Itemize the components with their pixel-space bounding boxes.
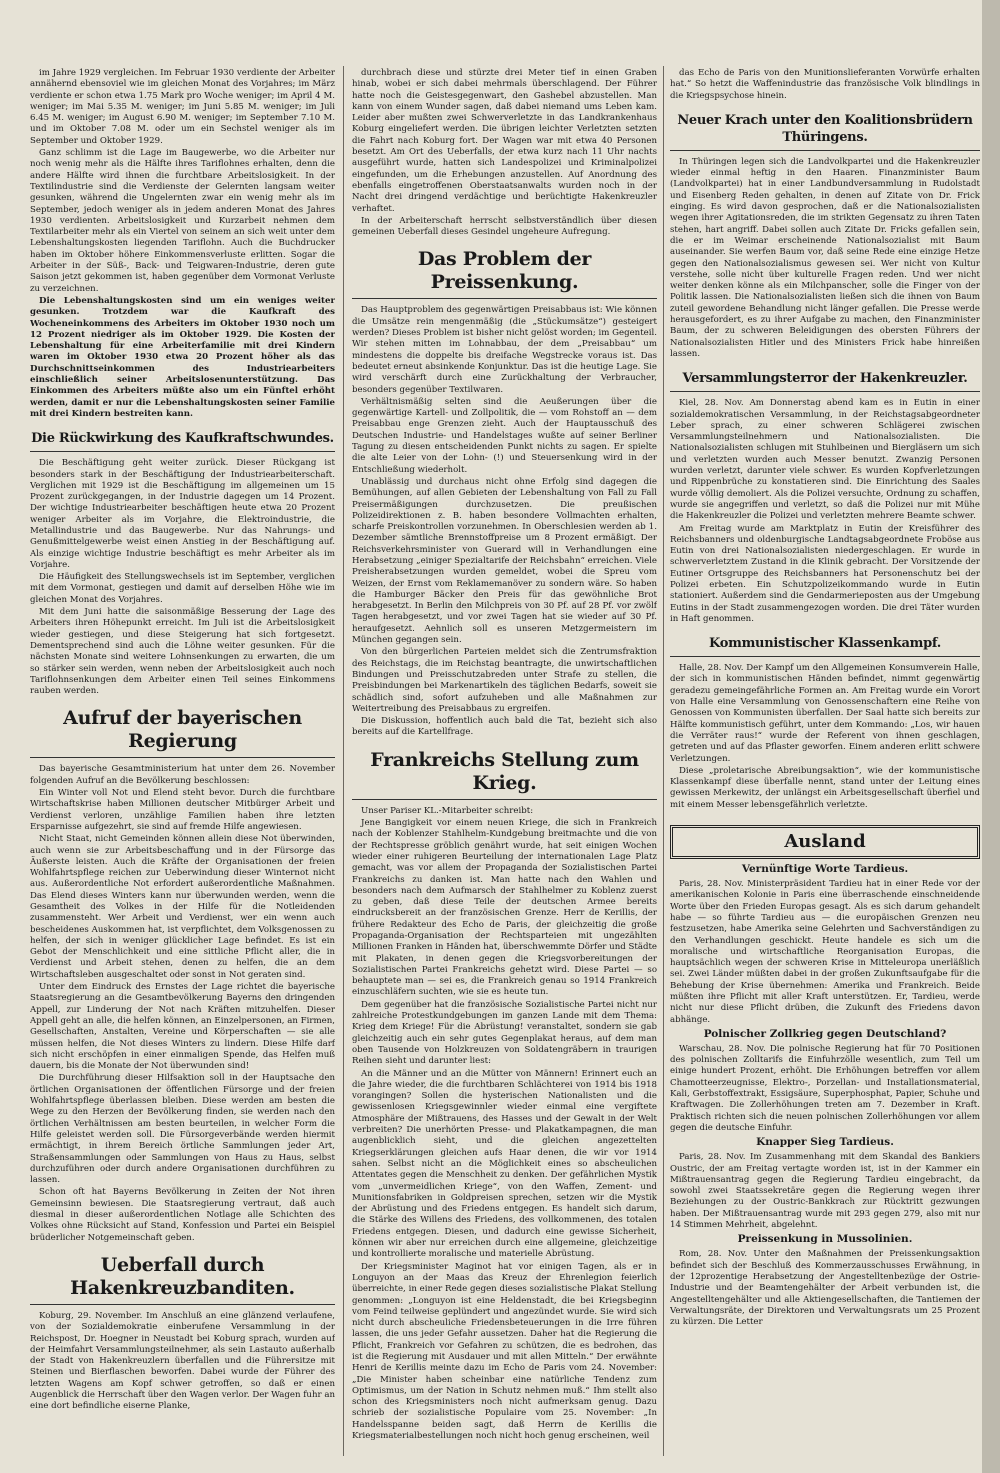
- paragraph: Koburg, 29. November. Im Anschluß an eine glänzend verlaufene, von der Sozialdemokratie einberufene Versammlung in der Reichspost, Dr. Hoegner in Neustadt bei Koburg sprach, wurden auf der Heimfahrt Versammlungsteilnehmer, als sein Lastauto außerhalb der Stadt von Hakenkreuzlern überfallen und die Führersitze mit Steinen und Bierflaschen beworfen. Dabei wurde der Führer des letzten Wagens am Kopf schwer getroffen, so daß er einen Augenblick die Herrschaft über den Wagen verlor. Der Wagen fuhr an eine dort befindliche eiserne Planke,: [30, 1310, 335, 1412]
- headline-neuer-krach: Neuer Krach unter den Koalitionsbrüdern Thüringens.: [670, 112, 980, 151]
- paragraph: Die Beschäftigung geht weiter zurück. Dieser Rückgang ist besonders stark in der Beschäftigung der Industriearbeiterschaft. Verglichen mit 1929 ist die Beschäftigung im allgemeinen um 15 Prozent zurückgegangen, in der Industrie dagegen um 14 Prozent. Der wichtige Industriearbeiter beschäftigen heute etwa 20 Prozent weniger Arbeiter als im Vorjahre, die Elektroindustrie, die Metallindustrie und das Baugewerbe. Nur das Nahrungs- und Genußmittelgewerbe weist einen Anstieg in der Beschäftigung auf. Als einzige wichtige Industrie beschäftigt es mehr Arbeiter als im Vorjahre.: [30, 458, 335, 570]
- column-rule: [663, 66, 664, 1456]
- headline-kaufkraftschwund: Die Rückwirkung des Kaufkraftschwundes.: [30, 430, 335, 452]
- paragraph: das Echo de Paris von den Munitionslieferanten Vorwürfe erhalten hat.“ So hetzt die Waffenindustrie das französische Volk blindlings in die Kriegspsychose hinein.: [670, 68, 980, 101]
- paragraph: An die Männer und an die Mütter von Männern! Erinnert euch an die Jahre wieder, die die furchtbaren Schlächterei von 1914 bis 1918 vorangingen? Sollen die hysterischen Nationalisten und die gewissenlosen Kriegsgewinnler wieder einmal eine vergiftete Atmosphäre der Mißtrauens, des Hasses und der Gewalt in der Welt verbreiten? Die unerhörten Presse- und Plakatkampagnen, die man augenblicklich sieht, und die gleichen angezettelten Kriegserklärungen gleichen aufs Haar denen, die wir vor 1914 sahen. Selbst nicht an die Möglichkeit eines so abscheulichen Attentates gegen die Menschheit zu denken. Der gefährlichen Mystik vom „unvermeidlichen Kriege“, von den Waffen, Zement- und Munitionsfabriken in Goldpreisen sprechen, setzen wir die Mystik der Abrüstung und des Friedens entgegen. Es handelt sich darum, die Stärke des Willens des Friedens, des vollkommenen, des totalen Friedens entgegen. Diesen, und dadurch eine gewisse Sicherheit, können wir aber nur erreichen durch eine allgemeine, gleichzeitige und kontrollierte moralische und materielle Abrüstung.: [352, 1068, 657, 1260]
- paragraph: Rom, 28. Nov. Unter den Maßnahmen der Preissenkungsaktion befindet sich der Beschluß des Kommerzausschusses Erwähnung, in der 12prozentige Herabsetzung der Angestelltenbezüge der Ostrie-Industrie und der Beamtengehälter der Arbeit verbunden ist, die Angestelltengehälter und alle Aktiengesellschaften, die Tantiemen der Verwaltungsräte, der Direktoren und Verwaltungsrats um 25 Prozent zu kürzen. Die Letter: [670, 1249, 980, 1328]
- paragraph: Dem gegenüber hat die französische Sozialistische Partei nicht nur zahlreiche Protestkundgebungen im ganzen Lande mit dem Thema: Krieg dem Kriege! Für die Abrüstung! veranstaltet, sondern sie gab gleichzeitig auch ein sehr gutes Gegenplakat heraus, auf dem man oben Tausende von Holzkreuzen von Soldatengräbern in traurigen Reihen sieht und darunter liest:: [352, 999, 657, 1067]
- paragraph: Unter dem Eindruck des Ernstes der Lage richtet die bayerische Staatsregierung an die Gesamtbevölkerung Bayerns den dringenden Appell, zur Linderung der Not nach Kräften mitzuhelfen. Dieser Appell geht an alle, die helfen können, an Einzelpersonen, an Firmen, Gesellschaften, Anstalten, Vereine und Körperschaften — sie alle müssen helfen, die Not dieses Winters zu lindern. Diese Hilfe darf sich nicht erschöpfen in einer einmaligen Spende, das Helfen muß dauern, bis die Monate der Not überwunden sind!: [30, 982, 335, 1072]
- paragraph: Unablässig und durchaus nicht ohne Erfolg sind dagegen die Bemühungen, auf allen Gebieten der Lebenshaltung von Fall zu Fall Preisermäßigungen durchzusetzen. Die preußischen Polizeidirektionen z. B. haben besondere Vollmachten erhalten, scharfe Preiskontrollen vorzunehmen. In Oberschlesien werden ab 1. Dezember sämtliche Brennstoffpreise um 8 Prozent ermäßigt. Der Reichsverkehrsminister von Guerard will in Verhandlungen eine Herabsetzung „einiger Spezialtarife der Reichsbahn“ erreichen. Viele Preisherabsetzungen wurden gemeldet, wobei die Spreu vom Weizen, der Ernst vom Reklamemanöver zu sondern wäre. So haben die Hamburger Bäcker den Preis für das gewöhnliche Brot herabgesetzt. In Berlin den Milchpreis von 30 Pf. auf 28 Pf. vor zwölf Tagen herabgesetzt, und vor zwei Tagen hat sie wieder auf 30 Pf. heraufgesetzt. Aehnlich soll es unseren Metzgermeistern im München gegangen sein.: [352, 476, 657, 646]
- paragraph: Schon oft hat Bayerns Bevölkerung in Zeiten der Not ihren Gemeinsinn bewiesen. Die Staatsregierung vertraut, daß auch diesmal in dieser außerordentlichen Notlage alle Schichten des Volkes ohne Rücksicht auf Stand, Konfession und Partei ein Beispiel brüderlicher Notgemeinschaft geben.: [30, 1187, 335, 1243]
- paragraph: Der Kriegsminister Maginot hat vor einigen Tagen, als er in Longuyon an der Maas das Kreuz der Ehrenlegion feierlich überreichte, in einer Rede gegen dieses sozialistische Plakat Stellung genommen: „Longuyon ist eine Heldenstadt, die bei Kriegsbeginn vom Feind teilweise geplündert und angezündet wurde. Sie wird sich nicht durch abscheuliche Friedensbeteuerungen in die Irre führen lassen, die uns jeder Gefahr aussetzen. Daher hat die Regierung die Pflicht, Frankreich vor Gefahren zu schützen, die es bedrohen, das ist die Regierung mit Ausdauer und mit allen Mitteln.“ Der erwähnte Henri de Kerillis meinte dazu im Echo de Paris vom 24. November: „Die Minister haben scheinbar eine natürliche Tendenz zum Optimismus, um der Nation in Schutz nehmen muß.“ Ihm stellt also schon des Kriegsministers noch nicht aufmerksam genug. Dazu schrieb der sozialistische Populaire vom 25. November: „In Handelsspanne beiden sagt, daß Herrn de Kerillis die Kriegsmaterialbestellungen noch nicht hoch genug erscheinen, weil: [352, 1261, 657, 1442]
- paragraph: In Thüringen legen sich die Landvolkpartei und die Hakenkreuzler wieder einmal heftig in den Haaren. Finanzminister Baum (Landvolkpartei) hat in einer Landbundversammlung in Rudolstadt und Eisenberg Reden gehalten, in denen auf Zitate von Dr. Frick einging. Es wird davon gesprochen, daß er die Nationalsozialisten wegen ihrer Agitationsreden, die im strikten Gegensatz zu ihren Taten stehen, hart angriff. Dabei sollen auch Zitate Dr. Fricks gefallen sein, die er im Weimar erscheinende Nationalsozialist mit Baum auseinander. Sie werfen Baum vor, daß seine Rede eine einzige Hetze gegen den Nationalsozialismus gewesen sei. Wer nicht von Kultur verstehe, solle nicht über kulturelle Fragen reden. Und wer nicht weiter denken könne als ein Milchpanscher, solle die Finger von der Politik lassen. Die Nationalsozialisten ließen sich die ihnen von Baum zuteil gewordene Behandlung nicht länger gefallen. Die Presse werde herausgefordert, es zu ihrer Aufgabe zu machen, den Finanzminister Baum, der zu schweren Beleidigungen des obersten Führers der Nationalsozialisten Hitler und des Ministers Frick habe hinreißen lassen.: [670, 156, 980, 359]
- column-rule: [343, 66, 344, 1456]
- paragraph: Paris, 28. Nov. Im Zusammenhang mit dem Skandal des Bankiers Oustric, der am Freitag vertagte worden ist, ist in der Kammer ein Mißtrauensantrag gegen die Regierung Tardieu eingebracht, da sowohl zwei Staatssekretäre gegen die Regierung wegen ihrer Beziehungen zu der Oustric-Bankkrach zur Rücktritt gezwungen haben. Der Mißtrauensantrag wurde mit 293 gegen 279, also mit nur 14 Stimmen Mehrheit, abgelehnt.: [670, 1152, 980, 1231]
- headline-frankreich: Frankreichs Stellung zum Krieg.: [352, 749, 657, 800]
- paragraph: Ganz schlimm ist die Lage im Baugewerbe, wo die Arbeiter nur noch wenig mehr als die Hälfte ihres Tariflohnes erhalten, denn die andere Hälfte wird ihnen die furchtbare Arbeitslosigkeit. In der Textilindustrie sind die Verdienste der Gelernten langsam weiter gesunken, während die Ungelernten zwar ein wenig mehr als im September, jedoch weniger als in jedem anderen Monat des Jahres 1930 verdienten. Arbeitslosigkeit und Kurzarbeit nehmen dem Textilarbeiter mehr als ein Viertel von seinem an sich weit unter dem Lebenshaltungskosten liegenden Tariflohn. Auch die Buchdrucker haben im Oktober höhere Einkommensverluste erlitten. Sogar die Arbeiter in der Süß-, Back- und Teigwaren-Industrie, deren gute Saison jetzt gekommen ist, haben gegenüber dem Vormonat Verluste zu verzeichnen.: [30, 148, 335, 294]
- subheadline-knapper-sieg: Knapper Sieg Tardieus.: [756, 1136, 894, 1149]
- paragraph: Das bayerische Gesamtministerium hat unter dem 26. November folgenden Aufruf an die Bevölkerung beschlossen:: [30, 764, 335, 786]
- page-edge-shadow: [982, 0, 1000, 1473]
- paragraph: Paris, 28. Nov. Ministerpräsident Tardieu hat in einer Rede vor der amerikanischen Kolonie in Paris eine überraschende einschneidende Worte über den Frieden Europas gesagt. Als es sich darum gehandelt habe — so führte Tardieu aus — die europäischen Grenzen neu festzusetzen, habe Amerika seine Gelehrten und Sachverständigen zu den Verhandlungen geschickt. Heute handele es sich um die moralische und wirtschaftliche Reorganisation Europas, die hauptsächlich wegen der schweren Krise in Mitteleuropa unerläßlich sei. Zwei Länder müßten dabei in der großen Zukunftsaufgabe für die Behebung der Krise übernehmen: Amerika und Frankreich. Beide müßten ihre Pflicht mit aller Kraft unterstützen. Er, Tardieu, werde nicht nur diese Pflicht drüben, die Zukunft des Friedens davon abhänge.: [670, 879, 980, 1025]
- subheadline-zollkrieg: Polnischer Zollkrieg gegen Deutschland?: [703, 1027, 947, 1040]
- subheadline-tardieu: Vernünftige Worte Tardieus.: [741, 863, 909, 876]
- section-banner-ausland: Ausland: [670, 825, 980, 859]
- paragraph: Verhältnismäßig selten sind die Aeußerungen über die gegenwärtige Kartell- und Zollpolitik, die — vom Rohstoff an — dem Preisabbau enge Grenzen zieht. Auch der Hauptausschuß des Deutschen Industrie- und Handelstages wußte auf seiner Berliner Tagung zu diesen entscheidenden Punkt nichts zu sagen. Er spielte die alte Leier von der Lohn- (!) und Steuersenkung wird in der Entschließung wiederholt.: [352, 396, 657, 475]
- paragraph: Jene Bangigkeit vor einem neuen Kriege, die sich in Frankreich nach der Koblenzer Stahlhelm-Kundgebung breitmachte und die von der Rechtspresse gröblich genährt wurde, hat seit einigen Wochen wieder einer ruhigeren Beurteilung der internationalen Lage Platz gemacht, was vor allem der Propaganda der Sozialistischen Partei Frankreichs zu danken ist. Man hatte nach den Wahlen und besonders nach dem Aufmarsch der Stahlhelmer zu Koblenz zuerst zu geben, daß diese Teile der deutschen Armee bereits eindrucksbereit an der französischen Grenze. Herr de Kerillis, der frühere Redakteur des Echo de Paris, der gleichzeitig die große Propaganda-Organisation der Rechtsparteien mit ungezählten Millionen Franken in Händen hat, überschwemmte Dörfer und Städte mit Plakaten, in denen gegen die Kriegsvorbereitungen der Sozialistischen Partei Frankreichs gehetzt wird. Diese Partei — so behauptete man — sei es, die Frankreich genau so 1914 Frankreich einzuschläfern suchten, wie sie es heute tun.: [352, 818, 657, 998]
- headline-klassenkampf: Kommunistischer Klassenkampf.: [670, 635, 980, 657]
- paragraph: Die Durchführung dieser Hilfsaktion soll in der Hauptsache den örtlichen Organisationen der öffentlichen Fürsorge und der freien Wohlfahrtspflege überlassen bleiben. Diese werden am besten die Wege zu den Herzen der Bevölkerung finden, sie werden nach den örtlichen Verhältnissen am besten beurteilen, in welcher Form die Hilfe geleistet werden soll. Die Fürsorgeverbände werden hiermit ermächtigt, in ihrem Bereich örtliche Sammlungen jeder Art, Straßensammlungen oder Sammlungen von Haus zu Haus, selbst durchzuführen oder durch andere Organisationen durchführen zu lassen.: [30, 1073, 335, 1186]
- paragraph: Die Häufigkeit des Stellungswechsels ist im September, verglichen mit dem Vormonat, gestiegen und damit auf derselben Höhe wie im gleichen Monat des Vorjahres.: [30, 572, 335, 605]
- paragraph: Nicht Staat, nicht Gemeinden können allein diese Not überwinden, auch wenn sie zur Arbeitsbeschaffung und in der Fürsorge das Äußerste leisten. Auch die Kräfte der Organisationen der freien Wohlfahrtspflege reichen zur Ueberwindung dieser Winternot nicht aus. Außerordentliche Not erfordert außerordentliche Maßnahmen. Das Elend dieses Winters kann nur überwunden werden, wenn die Gesamtheit des Volkes in der Hilfe für die Notleidenden zusammensteht. Wer Arbeit und Verdienst, wer ein wenn auch bescheidenes Auskommen hat, ist verpflichtet, dem Volksgenossen zu helfen, der sich in weniger glücklicher Lage befindet. Es ist ein Gebot der Menschlichkeit und eine sittliche Pflicht aller, die in Verdienst und Arbeit stehen, denen zu helfen, die an dem Wirtschaftsleben ausgeschaltet oder sonst in Not geraten sind.: [30, 834, 335, 980]
- paragraph: Warschau, 28. Nov. Die polnische Regierung hat für 70 Positionen des polnischen Zolltarifs die Einfuhrzölle wesentlich, zum Teil um einige hundert Prozent, erhöht. Die Erhöhungen betreffen vor allem Chamotteerzeugnisse, Elektro-, Porzellan- und Installationsmaterial, Kali, Gerbstoffextrakt, Essigsäure, Superphosphat, Papier, Schuhe und Kraftwagen. Die Zollerhöhungen treten am 7. Dezember in Kraft. Praktisch richten sich die neuen polnischen Zollerhöhungen vor allem gegen die deutsche Einfuhr.: [670, 1043, 980, 1133]
- paragraph: Die Diskussion, hoffentlich auch bald die Tat, bezieht sich also bereits auf die Kartellfrage.: [352, 716, 657, 738]
- headline-versammlungsterror: Versammlungsterror der Hakenkreuzler.: [670, 370, 980, 392]
- paragraph: Kiel, 28. Nov. Am Donnerstag abend kam es in Eutin in einer sozialdemokratischen Versammlung, in der Reichstagsabgeordneter Leber sprach, zu einer schweren Schlägerei zwischen Versammlungsteilnehmern und Nationalsozialisten. Die Nationalsozialisten schlugen mit Stuhlbeinen und Biergläsern um sich und verletzten wurden auch Messer benutzt. Zwanzig Personen wurden verletzt, darunter viele schwer. Es wurden Kopfverletzungen und Rippenbrüche zu konstatieren sind. Die Einrichtung des Saales wurde völlig demoliert. Als die Polizei versuchte, Ordnung zu schaffen, wurde sie angegriffen und verletzt, so daß die Polizei nur mit Mühe die Hakenkreuzler die Polizei und verletzten mehrere Beamte schwer.: [670, 398, 980, 522]
- headline-preissenkung: Das Problem der Preissenkung.: [352, 248, 657, 299]
- paragraph: im Jahre 1929 vergleichen. Im Februar 1930 verdiente der Arbeiter annähernd ebensoviel wie im gleichen Monat des Vorjahres; im März verdiente er schon etwa 1.75 Mark pro Woche weniger; im April 4 M. weniger; im Mai 5.35 M. weniger; im Juni 5.85 M. weniger; im Juli 6.45 M. weniger; im August 6.90 M. weniger; im September 7.10 M. und im Oktober 7.08 M. oder um ein Sechstel weniger als im September und Oktober 1929.: [30, 68, 335, 146]
- paragraph: Die Lebenshaltungskosten sind um ein weniges weiter gesunken. Trotzdem war die Kaufkraft des Wocheneinkommens des Arbeiters im Oktober 1930 noch um 12 Prozent niedriger als im Oktober 1929. Die Kosten der Lebenshaltung für eine Arbeiterfamilie mit drei Kindern waren im Oktober 1930 etwa 20 Prozent höher als das Durchschnittseinkommen des Industriearbeiters einschließlich seiner Arbeitslosenunterstützung. Das Einkommen des Arbeiters müßte also um ein Fünftel erhöht werden, damit er nur die Lebenshaltungskosten seiner Familie mit drei Kindern bestreiten kann.: [30, 295, 335, 419]
- byline: Unser Pariser KL.-Mitarbeiter schreibt:: [361, 805, 534, 816]
- column-1: [30, 68, 335, 1463]
- paragraph: Diese „proletarische Abreibungsaktion“, wie der kommunistische Klassenkampf diese überfalle nennt, stand unter der Leitung eines gewissen Merkewitz, der unlängst ein Arbeitsgesellschaft überfiel und mit einem Messer lebensgefährlich verletzte.: [670, 765, 980, 810]
- paragraph: Am Freitag wurde am Marktplatz in Eutin der Kreisführer des Reichsbanners und oldenburgische Landtagsabgeordnete Froböse aus Eutin von drei Nationalsozialisten niedergeschlagen. Er wurde in schwerverletztem Zustand in die Klinik gebracht. Der Vorsitzende der Eutiner Ortsgruppe des Reichsbanners hat Personenschutz bei der Polizei erbeten. Ein Schutzpolizeikommando wurde in Eutin stationiert. Außerdem sind die Gendarmerieposten aus der Umgebung Eutins in der Stadt zusammengezogen worden. Die drei Täter wurden in Haft genommen.: [670, 523, 980, 624]
- paragraph: In der Arbeiterschaft herrscht selbstverständlich über diesen gemeinen Ueberfall dieses Gesindel ungeheure Aufregung.: [352, 215, 657, 238]
- paragraph: durchbrach diese und stürzte drei Meter tief in einen Graben hinab, wobei er sich dabei mehrmals überschlagend. Der Führer hatte noch die Geistesgegenwart, den Gashebel abzustellen. Man kann von einem Wunder sagen, daß dabei niemand ums Leben kam. Leider aber mußten zwei Schwerverletzte in das Landkrankenhaus Koburg eingeliefert werden. Die übrigen leichter Verletzten setzten die Fahrt nach Koburg fort. Der Wagen war mit etwa 40 Personen besetzt. Am Ort des Ueberfalls, der etwa kurz nach 11 Uhr nachts ausgeführt wurde, hatten sich Landespolizei und Kriminalpolizei eingefunden, um die Erhebungen anzustellen. Auf Anordnung des ebenfalls eingetroffenen Oberstaatsanwalts wurden noch in der Nacht drei dringend verdächtige und berüchtigte Hakenkreuzler verhaftet.: [352, 68, 657, 214]
- paragraph: Halle, 28. Nov. Der Kampf um den Allgemeinen Konsumverein Halle, der sich in kommunistischen Händen befindet, nimmt gegenwärtig geradezu gemeingefährliche Formen an. Am Freitag wurde ein Vorort von Halle eine Versammlung von Genossenschaftern eine Reihe von Genossen von Kommunisten überfallen. Der Saal hatte sich bereits zur Hälfte kommunistisch geführt, unter dem Kommando: „Los, wir hauen die Verräter raus!“ wurde der Referent von ihnen geschlagen, getreten und auf das Pflaster geworfen. Einem anderen erlitt schwere Verletzungen.: [670, 663, 980, 764]
- subheadline-preissenkung-italien: Preissenkung in Mussolinien.: [737, 1233, 913, 1246]
- paragraph: Das Hauptproblem des gegenwärtigen Preisabbaus ist: Wie können die Umsätze rein mengenmäßig (die „Stückumsätze“) gesteigert werden? Dieses Problem ist bisher nicht gelöst worden; im Gegenteil. Wir stehen mitten im Lohnabbau, der dem „Preisabbau“ um mindestens die doppelte bis dreifache Wegstrecke voraus ist. Das bedeutet erneut absinkende Konjunktur. Das ist die heutige Lage. Sie wird verschärft durch eine Zurückhaltung der Verbraucher, besonders gegenüber Textilwaren.: [352, 305, 657, 395]
- paragraph: Mit dem Juni hatte die saisonmäßige Besserung der Lage des Arbeiters ihren Höhepunkt erreicht. Im Juli ist die Arbeitslosigkeit wieder gestiegen, und diese Steigerung hat sich fortgesetzt. Dementsprechend sind auch die Löhne weiter gesunken. Für die nächsten Monate sind weitere Lohnsenkungen zu erwarten, die um so stärker sein werden, wenn neben der Arbeitslosigkeit auch noch Tariflohnsenkungen dem Arbeiter einen Teil seines Einkommens rauben werden.: [30, 607, 335, 697]
- headline-ueberfall: Ueberfall durch Hakenkreuzbanditen.: [30, 1254, 335, 1305]
- paragraph: Von den bürgerlichen Parteien meldet sich die Zentrumsfraktion des Reichstags, die im Reichstag beantragte, die unwirtschaftlichen Bindungen und Preisschutzabreden unter Strafe zu stellen, die Preisbindungen bei Markenartikeln des täglichen Bedarfs, soweit sie schädlich sind, sofort aufzuheben und alle Maßnahmen zur Weitertreibung des Preisabbaus zu ergreifen.: [352, 647, 657, 714]
- column-2: [352, 68, 657, 1463]
- column-3: [670, 68, 980, 1463]
- headline-aufruf: Aufruf der bayerischen Regierung: [30, 707, 335, 758]
- paragraph: Ein Winter voll Not und Elend steht bevor. Durch die furchtbare Wirtschaftskrise haben Millionen deutscher Mitbürger Arbeit und Verdienst verloren, unzählige Familien haben ihre letzten Ersparnisse aufgezehrt, sie sind auf fremde Hilfe angewiesen.: [30, 788, 335, 832]
